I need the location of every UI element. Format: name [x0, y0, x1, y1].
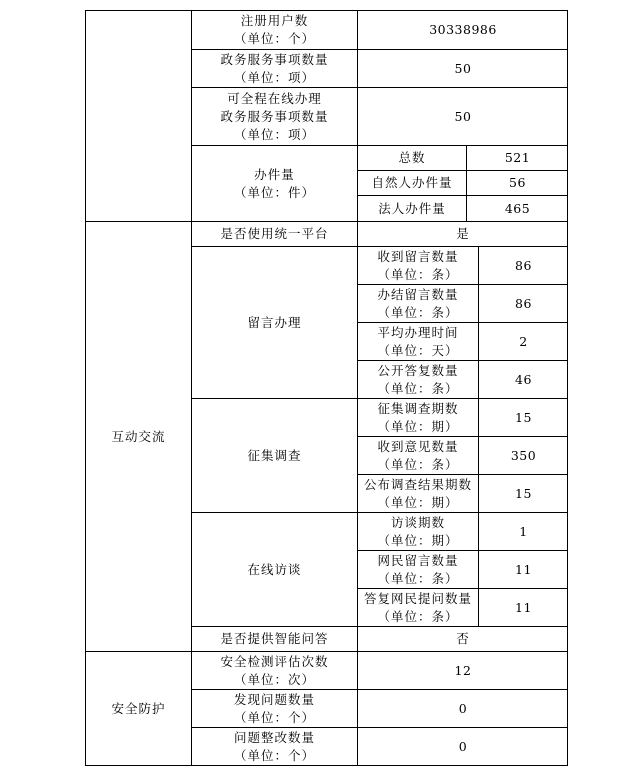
survey-periods-label: 征集调查期数: [377, 400, 459, 416]
survey-opinions-label: 收到意见数量: [377, 438, 459, 454]
handled-legal-value: 465: [504, 200, 531, 216]
service-items-label: 政务服务事项数量: [220, 51, 329, 67]
security-fixed-value-cell: [357, 727, 568, 766]
messages-resolved-unit: （单位：条）: [377, 304, 459, 320]
messages-received-label-cell: [357, 246, 478, 284]
handled-legal-label: 法人办件量: [378, 200, 446, 216]
interview-netizen-msgs-label-cell: [357, 550, 478, 588]
interview-periods-label-cell: [357, 512, 478, 550]
handled-total-value: 521: [504, 150, 531, 165]
security-evaluations-value: 12: [454, 662, 472, 678]
survey-results-unit: （单位：期）: [377, 494, 459, 510]
security-found-value: 0: [458, 700, 468, 716]
smart-qa-label: 是否提供智能问答: [220, 631, 329, 646]
handled-natural-value-cell: [466, 170, 568, 195]
section-cell-security: [85, 651, 191, 766]
messages-resolved-value-cell: [478, 284, 568, 322]
security-found-value-cell: [357, 689, 568, 727]
security-found-label: 发现问题数量: [233, 691, 315, 707]
messages-resolved-label-cell: [357, 284, 478, 322]
survey-results-label-cell: [357, 474, 478, 512]
interview-netizen-msgs-label: 网民留言数量: [377, 552, 459, 568]
messages-public-replies-label: 公开答复数量: [377, 362, 459, 378]
survey-opinions-label-cell: [357, 436, 478, 474]
online-items-value: 50: [454, 108, 472, 124]
interview-netizen-msgs-value-cell: [478, 550, 568, 588]
statistics-table: [85, 10, 568, 766]
messages-label-cell: [191, 246, 357, 398]
survey-periods-value: 15: [515, 409, 532, 425]
smart-qa-value: 否: [456, 631, 470, 646]
section-label-security: 安全防护: [111, 701, 166, 716]
interview-answered-label-cell: [357, 588, 478, 626]
smart-qa-value-cell: [357, 626, 568, 651]
messages-received-unit: （单位：条）: [377, 266, 459, 282]
survey-label: 征集调查: [247, 447, 302, 463]
interview-label-cell: [191, 512, 357, 626]
messages-label: 留言办理: [247, 314, 302, 330]
security-fixed-label-cell: [191, 727, 357, 766]
interview-periods-value-cell: [478, 512, 568, 550]
survey-opinions-value: 350: [510, 447, 537, 463]
handled-label: 办件量: [254, 166, 295, 182]
service-items-value-cell: [357, 49, 568, 87]
registered-users-unit: （单位：个）: [233, 31, 315, 46]
unified-platform-value-cell: [357, 221, 568, 246]
messages-resolved-label: 办结留言数量: [377, 286, 459, 302]
section-label-interaction: 互动交流: [111, 428, 166, 444]
interview-netizen-msgs-unit: （单位：条）: [377, 570, 459, 586]
service-items-value: 50: [454, 60, 472, 76]
messages-received-value: 86: [515, 257, 532, 273]
interview-answered-value: 11: [515, 599, 532, 615]
handled-natural-label: 自然人办件量: [371, 175, 453, 190]
smart-qa-label-cell: [191, 626, 357, 651]
security-evaluations-value-cell: [357, 651, 568, 689]
online-items-unit: （单位：项）: [233, 126, 315, 142]
registered-users-value: 30338986: [429, 22, 497, 37]
messages-public-replies-value-cell: [478, 360, 568, 398]
survey-results-label: 公布调查结果期数: [363, 476, 472, 492]
security-found-unit: （单位：个）: [233, 709, 315, 725]
handled-natural-label-cell: [357, 170, 466, 195]
messages-resolved-value: 86: [515, 295, 532, 311]
messages-avg-time-value: 2: [519, 333, 528, 349]
registered-users-label-cell: [191, 10, 357, 49]
online-items-label-2: 政务服务事项数量: [220, 108, 329, 124]
security-fixed-label: 问题整改数量: [233, 730, 315, 745]
handled-unit: （单位：件）: [233, 184, 315, 200]
unified-platform-label-cell: [191, 221, 357, 246]
security-evaluations-unit: （单位：次）: [233, 671, 315, 687]
messages-avg-time-value-cell: [478, 322, 568, 360]
interview-periods-unit: （单位：期）: [377, 532, 459, 548]
security-found-label-cell: [191, 689, 357, 727]
registered-users-value-cell: [357, 10, 568, 49]
registered-users-label: 注册用户数: [240, 13, 309, 28]
security-evaluations-label: 安全检测评估次数: [220, 653, 329, 669]
interview-answered-label: 答复网民提问数量: [363, 590, 472, 606]
service-items-label-cell: [191, 49, 357, 87]
messages-public-replies-label-cell: [357, 360, 478, 398]
messages-avg-time-unit: （单位：天）: [377, 342, 459, 358]
interview-periods-label: 访谈期数: [390, 514, 445, 530]
messages-avg-time-label-cell: [357, 322, 478, 360]
interview-answered-unit: （单位：条）: [377, 608, 459, 624]
handled-legal-label-cell: [357, 195, 466, 221]
messages-received-value-cell: [478, 246, 568, 284]
section-cell-portal: [85, 10, 191, 221]
table-bottom-border: [85, 765, 568, 766]
security-evaluations-label-cell: [191, 651, 357, 689]
security-fixed-unit: （单位：个）: [233, 748, 315, 763]
survey-opinions-value-cell: [478, 436, 568, 474]
messages-avg-time-label: 平均办理时间: [377, 324, 459, 340]
handled-total-label: 总数: [398, 150, 426, 165]
handled-natural-value: 56: [509, 175, 526, 190]
handled-total-value-cell: [466, 145, 568, 170]
section-cell-interaction: [85, 221, 191, 651]
unified-platform-label: 是否使用统一平台: [220, 226, 329, 241]
security-fixed-value: 0: [458, 739, 468, 754]
online-items-label-cell: [191, 87, 357, 145]
handled-legal-value-cell: [466, 195, 568, 221]
survey-periods-unit: （单位：期）: [377, 418, 459, 434]
messages-received-label: 收到留言数量: [377, 248, 459, 264]
interview-periods-value: 1: [519, 523, 528, 539]
survey-periods-value-cell: [478, 398, 568, 436]
unified-platform-value: 是: [456, 226, 470, 241]
interview-netizen-msgs-value: 11: [515, 561, 532, 577]
online-items-label-1: 可全程在线办理: [227, 90, 322, 106]
survey-results-value: 15: [515, 485, 532, 501]
survey-periods-label-cell: [357, 398, 478, 436]
interview-answered-value-cell: [478, 588, 568, 626]
survey-results-value-cell: [478, 474, 568, 512]
survey-opinions-unit: （单位：条）: [377, 456, 459, 472]
online-items-value-cell: [357, 87, 568, 145]
service-items-unit: （单位：项）: [233, 69, 315, 85]
messages-public-replies-unit: （单位：条）: [377, 380, 459, 396]
handled-label-cell: [191, 145, 357, 221]
table-right-border: [567, 10, 568, 766]
interview-label: 在线访谈: [247, 561, 302, 577]
handled-total-label-cell: [357, 145, 466, 170]
survey-label-cell: [191, 398, 357, 512]
messages-public-replies-value: 46: [515, 371, 532, 387]
